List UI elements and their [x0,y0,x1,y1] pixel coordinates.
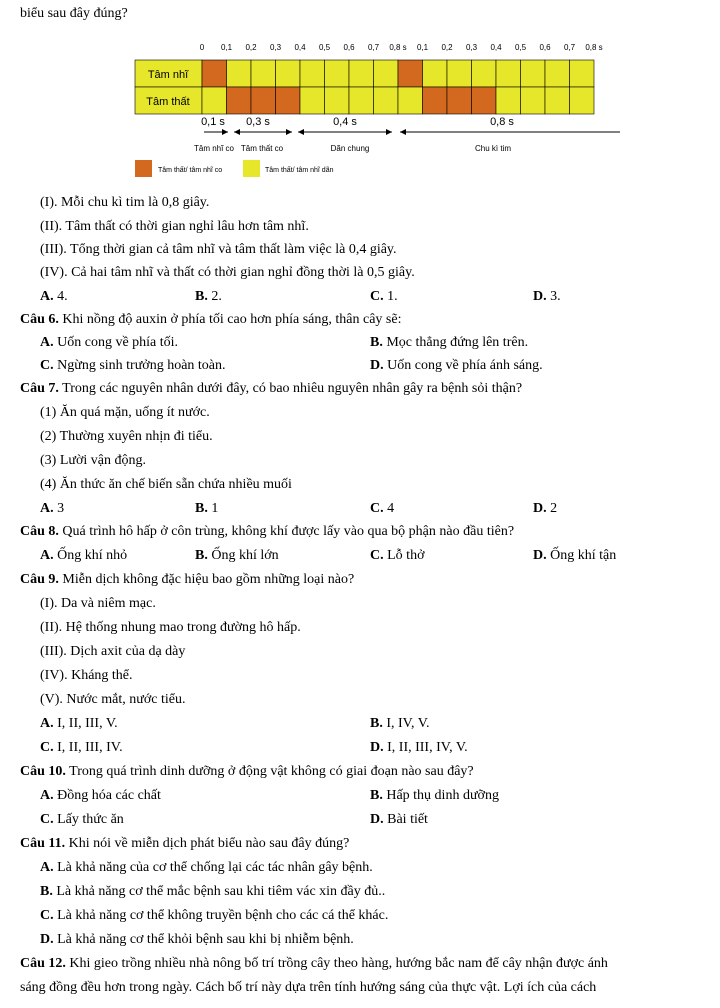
question-12-continued: sáng đồng đều hơn trong ngày. Cách bố trí này dựa trên tính hướng sáng của thực vật. Lợi ích của cách [20,980,597,995]
phase-label-atrium: Tâm nhĩ co [193,144,235,153]
q8-option-a: A. Ống khí nhỏ [40,548,128,563]
time-tick-label: 0,8 s [389,43,407,52]
question-6: Câu 6. Khi nồng độ auxin ở phía tối cao hơn phía sáng, thân cây sẽ: [20,312,402,327]
q9-item-5: (V). Nước mắt, nước tiểu. [40,692,186,707]
q5-option-c: C. 1. [370,289,398,304]
atrium-cell [227,60,252,87]
q10-option-b: B. Hấp thụ dinh dưỡng [370,788,499,803]
duration-label-1: 0,1 s [201,116,225,128]
ventricle-cell [521,87,546,114]
phase-label-relax: Dãn chung [330,144,370,153]
atrium-cell [202,60,227,87]
q10-option-c: C. Lấy thức ăn [40,812,124,827]
duration-label-4: 0,8 s [490,116,514,128]
time-tick-label: 0,3 [269,43,282,52]
ventricle-cell [227,87,252,114]
atrium-cell [496,60,521,87]
question-9: Câu 9. Miễn dịch không đặc hiệu bao gồm những loại nào? [20,572,355,587]
q9-option-a: A. I, II, III, V. [40,716,118,731]
ventricle-cell [349,87,374,114]
duration-label-2: 0,3 s [246,116,270,128]
atrium-cell [325,60,350,87]
time-tick-label: 0,7 [563,43,576,52]
ventricle-cell [300,87,325,114]
time-tick-label: 0,8 s [585,43,603,52]
time-axis-top [200,43,603,52]
legend-label-relax: Tâm thất/ tâm nhĩ dãn [265,167,334,174]
atrium-cell [300,60,325,87]
phase-label-ventricle: Tâm thất co [240,144,284,153]
q10-option-a: A. Đồng hóa các chất [40,788,161,803]
time-tick-label: 0 [199,43,205,52]
row-label-ventricle: Tâm thất [146,96,190,108]
time-tick-label: 0,7 [367,43,380,52]
q5-option-a: A. 4. [40,289,68,304]
ventricle-cell [325,87,350,114]
atrium-cell [349,60,374,87]
q5-option-d: D. 3. [533,289,561,304]
time-tick-label: 0,4 [294,43,306,52]
q6-option-b: B. Mọc thẳng đứng lên trên. [370,335,529,350]
q10-option-d: D. Bài tiết [370,812,428,827]
q11-option-d: D. Là khả năng cơ thể khỏi bệnh sau khi bị nhiễm bệnh. [40,932,354,947]
legend-swatch-contract [135,160,152,177]
time-tick-label: 0,2 [441,43,453,52]
q9-item-2: (II). Hệ thống nhung mao trong đường hô hấp. [40,620,301,635]
atrium-cell [521,60,546,87]
q11-option-c: C. Là khả năng cơ thể không truyền bệnh cho các cá thể khác. [40,908,389,923]
time-tick-label: 0,5 [514,43,527,52]
q7-option-a: A. 3 [40,501,65,516]
q9-option-d: D. I, II, III, IV, V. [370,740,468,755]
q9-item-4: (IV). Kháng thể. [40,668,133,683]
q5-option-b: B. 2. [195,289,222,304]
question-12: Câu 12. Khi gieo trồng nhiều nhà nông bố trí trồng cây theo hàng, hướng bắc nam để cây nhận được ánh [20,956,608,971]
time-tick-label: 0,3 [465,43,478,52]
ventricle-cell [276,87,301,114]
q7-option-d: D. 2 [533,501,558,516]
phase-label-cycle: Chu kì tim [474,144,512,153]
atrium-cell [472,60,497,87]
q6-option-d: D. Uốn cong về phía ánh sáng. [370,358,543,373]
intro-text: biểu sau đây đúng? [20,6,128,21]
heart-cycle-diagram [0,0,720,190]
legend-label-contract: Tâm thất/ tâm nhĩ co [158,167,223,174]
ventricle-cell [472,87,497,114]
ventricle-cell [398,87,423,114]
cycle-cells [202,60,594,114]
atrium-cell [374,60,399,87]
ventricle-cell [202,87,227,114]
statement-1: (I). Mỗi chu kì tim là 0,8 giây. [40,195,210,210]
ventricle-cell [251,87,276,114]
q11-option-a: A. Là khả năng của cơ thể chống lại các tác nhân gây bệnh. [40,860,373,875]
question-11: Câu 11. Khi nói về miễn dịch phát biểu nào sau đây đúng? [20,836,350,851]
row-label-atrium: Tâm nhĩ [147,69,189,81]
q7-option-c: C. 4 [370,501,395,516]
atrium-cell [423,60,448,87]
time-tick-label: 0,6 [343,43,355,52]
ventricle-cell [447,87,472,114]
time-tick-label: 0,1 [220,43,233,52]
q8-option-c: C. Lỗ thở [370,548,425,563]
q7-item-3: (3) Lười vận động. [40,453,146,468]
q6-option-c: C. Ngừng sinh trưởng hoàn toàn. [40,358,226,373]
time-tick-label: 0,4 [490,43,502,52]
q9-item-1: (I). Da và niêm mạc. [40,596,156,611]
atrium-cell [251,60,276,87]
ventricle-cell [496,87,521,114]
statement-3: (III). Tổng thời gian cả tâm nhĩ và tâm thất làm việc là 0,4 giây. [40,242,397,257]
question-7: Câu 7. Trong các nguyên nhân dưới đây, có bao nhiêu nguyên nhân gây ra bệnh sỏi thận? [20,381,523,396]
atrium-cell [398,60,423,87]
q11-option-b: B. Là khả năng cơ thể mắc bệnh sau khi tiêm vác xin đầy đủ.. [40,884,386,899]
q7-item-1: (1) Ăn quá mặn, uống ít nước. [40,405,210,420]
question-8: Câu 8. Quá trình hô hấp ở côn trùng, không khí được lấy vào qua bộ phận nào đầu tiên? [20,524,515,539]
q9-item-3: (III). Dịch axit của dạ dày [40,644,186,659]
q7-item-2: (2) Thường xuyên nhịn đi tiểu. [40,429,213,444]
time-tick-label: 0,1 [416,43,429,52]
atrium-cell [570,60,595,87]
q6-option-a: A. Uốn cong về phía tối. [40,335,179,350]
q7-option-b: B. 1 [195,501,219,516]
ventricle-cell [570,87,595,114]
legend-swatch-relax [243,160,260,177]
time-tick-label: 0,2 [245,43,257,52]
q8-option-b: B. Ống khí lớn [195,548,279,563]
statement-2: (II). Tâm thất có thời gian nghỉ lâu hơn tâm nhĩ. [40,219,309,234]
q9-option-b: B. I, IV, V. [370,716,430,731]
atrium-cell [276,60,301,87]
q8-option-d: D. Ống khí tận [533,548,617,563]
question-10: Câu 10. Trong quá trình dinh dưỡng ở động vật không có giai đoạn nào sau đây? [20,764,474,779]
duration-label-3: 0,4 s [333,116,357,128]
time-tick-label: 0,5 [318,43,331,52]
statement-4: (IV). Cả hai tâm nhĩ và thất có thời gian nghỉ đồng thời là 0,5 giây. [40,265,415,280]
q7-item-4: (4) Ăn thức ăn chế biến sẵn chứa nhiều muối [40,477,292,492]
time-tick-label: 0,6 [539,43,551,52]
ventricle-cell [374,87,399,114]
ventricle-cell [423,87,448,114]
atrium-cell [447,60,472,87]
q9-option-c: C. I, II, III, IV. [40,740,123,755]
ventricle-cell [545,87,570,114]
atrium-cell [545,60,570,87]
